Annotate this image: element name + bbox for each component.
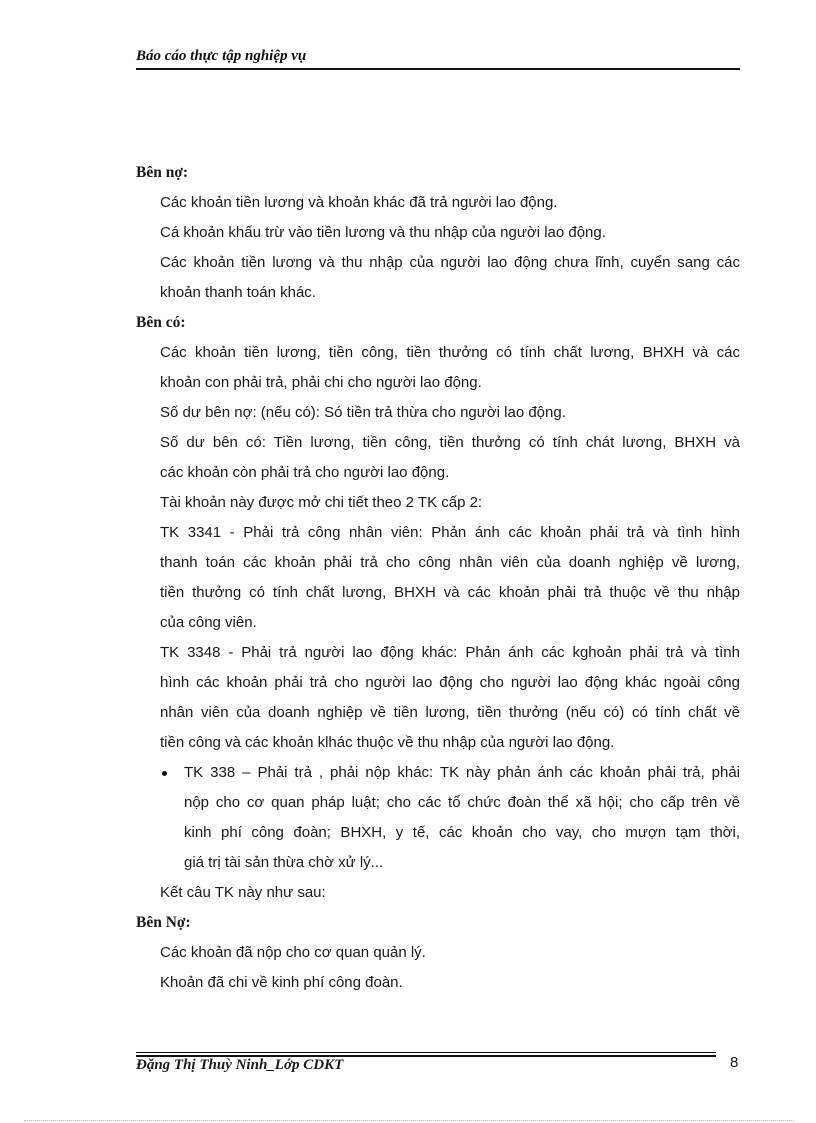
paragraph-line: Các khoản tiền lương và thu nhập của người lao động chưa lĩnh, cuyển sang các bbox=[160, 254, 740, 271]
paragraph-line: TK 3348 - Phải trả người lao động khác: Phản ánh các kghoản phải trả và tình bbox=[160, 644, 740, 661]
page-boundary bbox=[24, 1120, 794, 1121]
document-body bbox=[136, 158, 740, 998]
paragraph-line: tiền thưởng có tính chất lương, BHXH và các khoản phải trả thuộc về thu nhập bbox=[160, 584, 740, 601]
bullet-text: TK 338 – Phải trả , phải nộp khác: TK này phản ánh các khoản phải trả, phải bbox=[184, 764, 740, 781]
bullet-continuation: kinh phí công đoàn; BHXH, y tế, các khoản cho vay, cho mượn tạm thời, bbox=[184, 824, 740, 841]
bullet-continuation: nộp cho cơ quan pháp luật; cho các tổ chức đoàn thể xã hội; cho cấp trên về bbox=[184, 794, 740, 811]
section-heading-ben-no: Bên nợ: bbox=[136, 164, 189, 181]
paragraph-line: nhân viên của doanh nghiệp về tiền lương, tiền thưởng (nếu có) có tính chất về bbox=[160, 704, 740, 721]
paragraph-line: Các khoản đã nộp cho cơ quan quản lý. bbox=[160, 944, 426, 961]
paragraph-line: Số dư bên có: Tiền lương, tiền công, tiền thưởng có tính chát lương, BHXH và bbox=[160, 434, 740, 451]
paragraph-line: Số dư bên nợ: (nếu có): Só tiền trả thừa cho người lao động. bbox=[160, 404, 566, 421]
paragraph-line: Tài khoản này được mở chi tiết theo 2 TK cấp 2: bbox=[160, 494, 483, 511]
paragraph-line: khoản thanh toán khác. bbox=[160, 284, 316, 301]
footer-author: Đặng Thị Thuỳ Ninh_Lớp CDKT bbox=[136, 1057, 344, 1073]
paragraph-line: Cá khoản khấu trừ vào tiền lương và thu nhập của người lao động. bbox=[160, 224, 606, 241]
page-number: 8 bbox=[730, 1054, 739, 1071]
page-header-title: Báo cáo thực tập nghiệp vụ bbox=[136, 48, 307, 64]
paragraph-line: Các khoản tiền lương, tiền công, tiền thưởng có tính chất lương, BHXH và các bbox=[160, 344, 740, 361]
paragraph-line: khoản con phải trả, phải chi cho người lao động. bbox=[160, 374, 482, 391]
bullet-item bbox=[136, 758, 740, 788]
paragraph-line: Các khoản tiền lương và khoản khác đã trả người lao động. bbox=[160, 194, 558, 211]
bullet-icon bbox=[162, 771, 167, 776]
section-heading-ben-co: Bên có: bbox=[136, 314, 186, 331]
paragraph-line: Khoản đã chi về kinh phí công đoàn. bbox=[160, 974, 403, 991]
header-rule bbox=[136, 68, 740, 70]
bullet-continuation: giá trị tài sản thừa chờ xử lý... bbox=[184, 854, 384, 871]
paragraph-line: hình các khoản phải trả cho người lao động cho người lao động khác ngoài công bbox=[160, 674, 740, 691]
paragraph-line: Kết câu TK này như sau: bbox=[160, 884, 326, 901]
footer-rule bbox=[136, 1052, 716, 1053]
paragraph-line: các khoản còn phải trả cho người lao động. bbox=[160, 464, 450, 481]
section-heading-ben-no-2: Bên Nợ: bbox=[136, 914, 191, 931]
paragraph-line: thanh toán các khoản phải trả cho công nhân viên của doanh nghiệp về lương, bbox=[160, 554, 740, 571]
paragraph-line: của công viên. bbox=[160, 614, 257, 631]
paragraph-line: tiền công và các khoản klhác thuộc về thu nhập của người lao động. bbox=[160, 734, 615, 751]
paragraph-line: TK 3341 - Phải trả công nhân viên: Phản ánh các khoản phải trả và tình hình bbox=[160, 524, 740, 541]
